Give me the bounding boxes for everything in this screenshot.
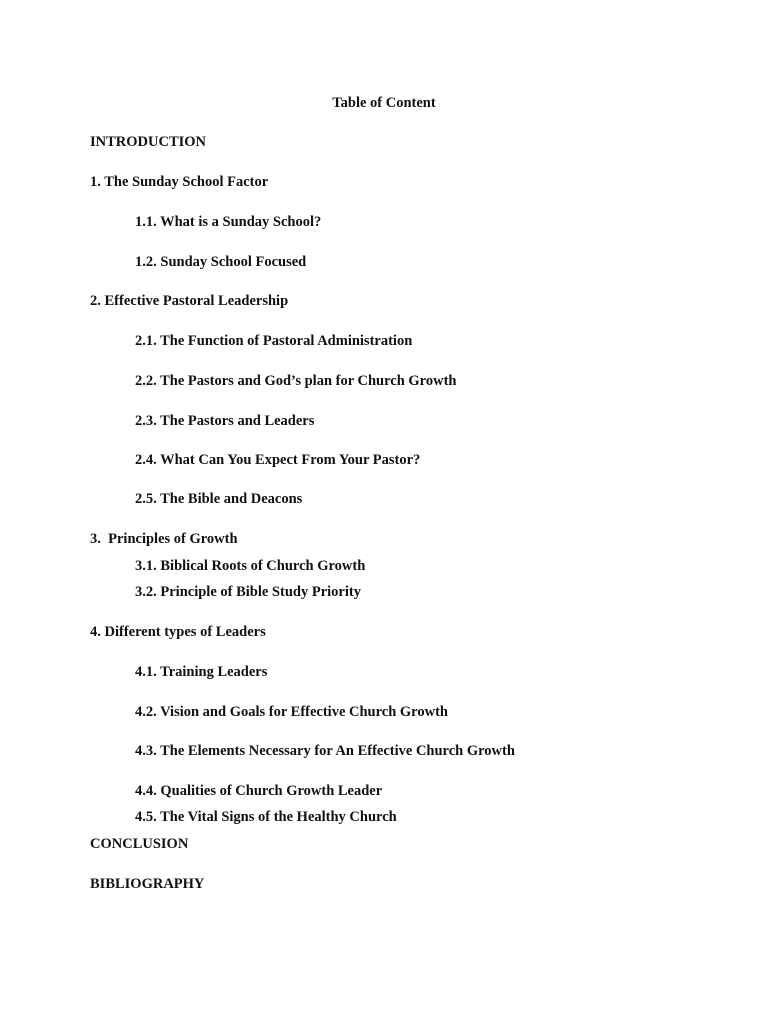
toc-entry-conclusion: CONCLUSION — [90, 836, 189, 852]
toc-entry-1-2: 1.2. Sunday School Focused — [135, 254, 307, 270]
toc-entry-chapter-2: 2. Effective Pastoral Leadership — [90, 293, 289, 309]
toc-entry-1-1: 1.1. What is a Sunday School? — [135, 214, 322, 230]
page-title: Table of Content — [332, 95, 436, 111]
toc-entry-2-1: 2.1. The Function of Pastoral Administration — [135, 333, 413, 349]
toc-entry-4-1: 4.1. Training Leaders — [135, 664, 268, 680]
toc-entry-2-2: 2.2. The Pastors and God’s plan for Church Growth — [135, 373, 457, 389]
toc-entry-4-5: 4.5. The Vital Signs of the Healthy Church — [135, 809, 397, 825]
toc-entry-2-4: 2.4. What Can You Expect From Your Pastor? — [135, 452, 421, 468]
toc-entry-4-2: 4.2. Vision and Goals for Effective Church Growth — [135, 704, 448, 720]
toc-entry-2-5: 2.5. The Bible and Deacons — [135, 491, 303, 507]
toc-entry-chapter-1: 1. The Sunday School Factor — [90, 174, 269, 190]
toc-entry-3-2: 3.2. Principle of Bible Study Priority — [135, 584, 361, 600]
toc-entry-bibliography: BIBLIOGRAPHY — [90, 876, 205, 892]
toc-entry-chapter-4: 4. Different types of Leaders — [90, 624, 266, 640]
toc-entry-4-4: 4.4. Qualities of Church Growth Leader — [135, 783, 383, 799]
toc-entry-4-3: 4.3. The Elements Necessary for An Effective Church Growth — [135, 743, 515, 759]
toc-entry-introduction: INTRODUCTION — [90, 134, 207, 150]
toc-entry-chapter-3: 3. Principles of Growth — [90, 531, 238, 547]
toc-entry-3-1: 3.1. Biblical Roots of Church Growth — [135, 558, 366, 574]
toc-entry-2-3: 2.3. The Pastors and Leaders — [135, 413, 315, 429]
